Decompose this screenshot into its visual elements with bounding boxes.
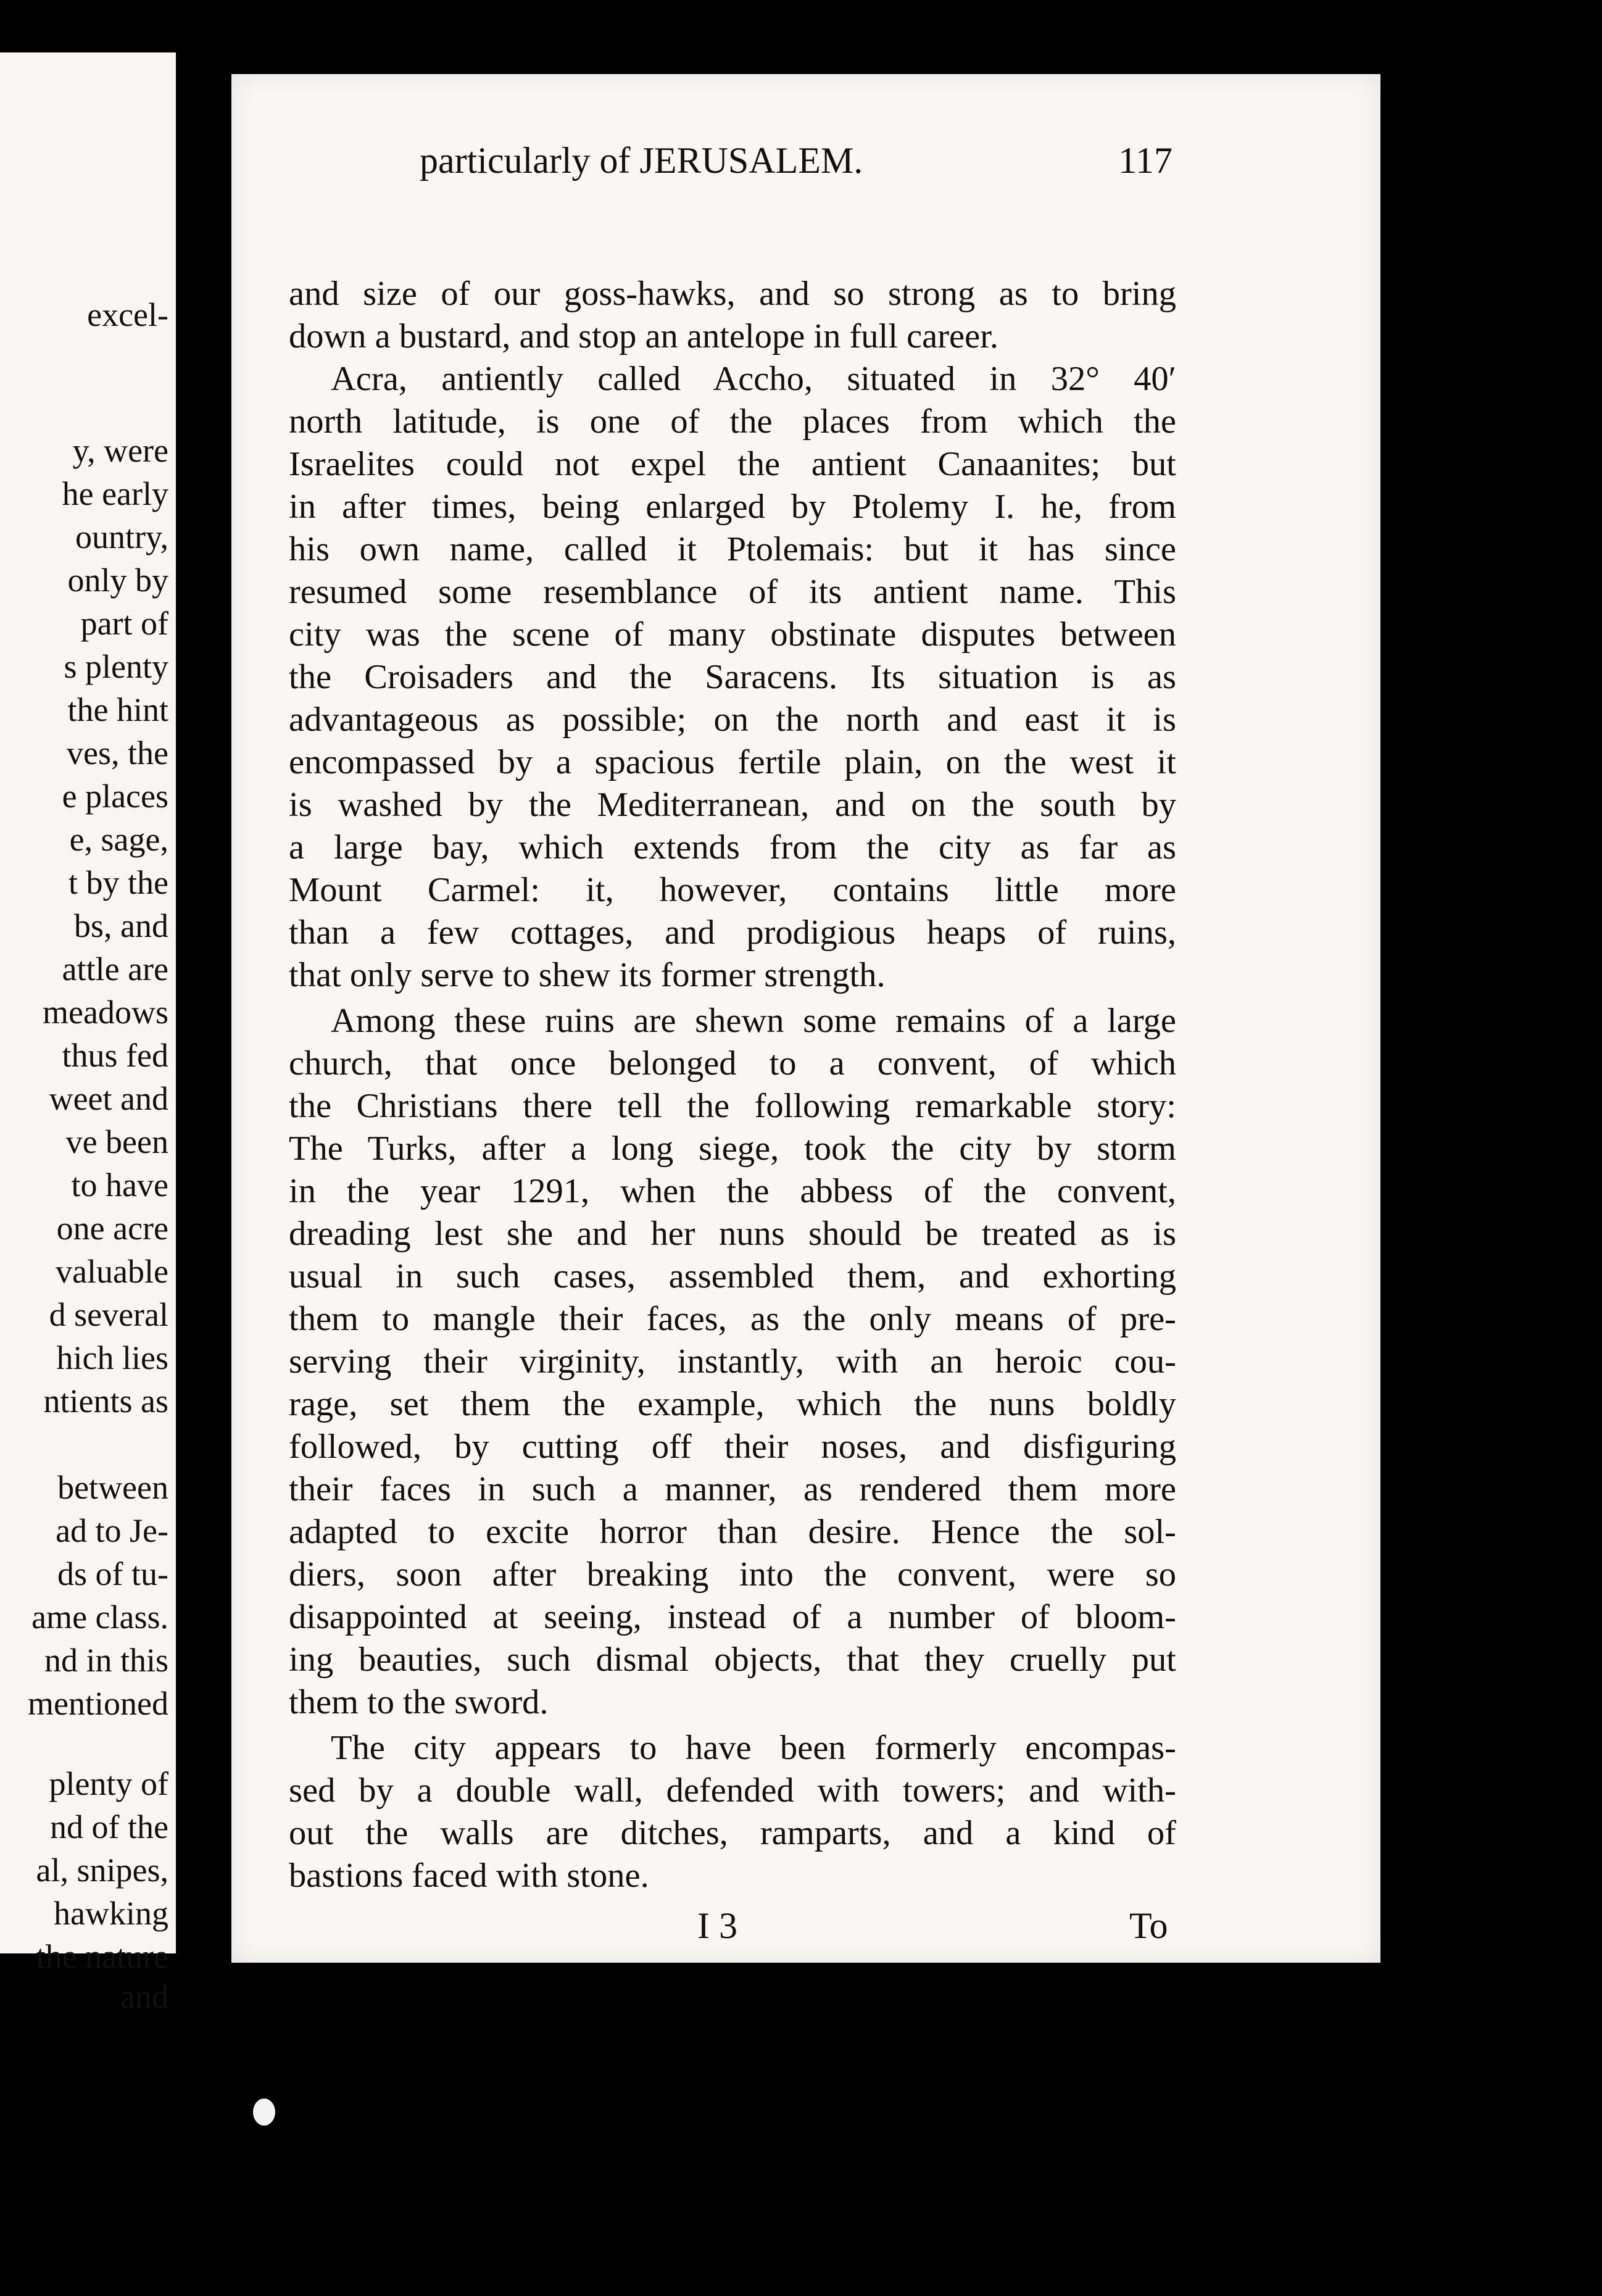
text-line: in the year 1291, when the abbess of the convent,: [289, 1172, 1176, 1210]
text-line: down a bustard, and stop an antelope in full career.: [289, 317, 999, 356]
text-line: adapted to excite horror than desire. Hence the sol-: [289, 1513, 1176, 1551]
text-line: The Turks, after a long siege, took the city by storm: [289, 1129, 1176, 1168]
facing-page-fragment: nd in this: [44, 1642, 168, 1679]
text-line: dreading lest she and her nuns should be treated as is: [289, 1215, 1176, 1253]
page-number: 117: [1118, 140, 1172, 181]
text-line: a large bay, which extends from the city as far as: [289, 828, 1176, 867]
text-line: Mount Carmel: it, however, contains little more: [289, 871, 1176, 909]
facing-page-fragment: ountry,: [75, 518, 168, 555]
facing-page-fragment: y, were: [72, 432, 168, 469]
text-line: disappointed at seeing, instead of a number of bloom-: [289, 1598, 1176, 1636]
facing-page-fragment: d several: [49, 1296, 168, 1333]
running-header: [185, 136, 1172, 185]
facing-page-fragment: attle are: [62, 950, 168, 988]
text-line: church, that once belonged to a convent, of which: [289, 1044, 1176, 1083]
facing-page-fragment: mentioned: [28, 1685, 168, 1722]
book-gutter: [176, 0, 231, 2296]
text-line: usual in such cases, assembled them, and exhorting: [289, 1257, 1176, 1296]
facing-page-fragment: one acre: [56, 1210, 168, 1247]
facing-page-fragment: hich lies: [56, 1339, 168, 1376]
text-line: followed, by cutting off their noses, and disfiguring: [289, 1428, 1176, 1466]
facing-page-fragment: weet and: [49, 1080, 168, 1117]
text-line: city was the scene of many obstinate disputes between: [289, 615, 1176, 654]
facing-page-fragment: part of: [80, 605, 168, 642]
text-line: The city appears to have been formerly encompas-: [331, 1729, 1176, 1767]
facing-page-fragment: t by the: [68, 864, 168, 901]
facing-page-fragment: excel-: [87, 296, 168, 333]
text-line: advantageous as possible; on the north and east it is: [289, 701, 1176, 739]
text-line: his own name, called it Ptolemais: but it has since: [289, 530, 1176, 568]
text-line: Among these ruins are shewn some remains of a large: [331, 1002, 1176, 1040]
catchword: To: [1129, 1905, 1168, 1946]
text-line: Israelites could not expel the antient Canaanites; but: [289, 445, 1176, 483]
facing-page-fragment: s plenty: [64, 648, 168, 685]
facing-page-fragment: the nature: [36, 1938, 168, 1975]
text-line: ing beauties, such dismal objects, that they cruelly put: [289, 1641, 1176, 1679]
facing-page-fragment: ad to Je-: [56, 1512, 168, 1549]
facing-page-fragment: only by: [67, 562, 168, 599]
text-line: and size of our goss-hawks, and so strong as to bring: [289, 275, 1176, 313]
facing-page-fragment: ves, the: [67, 734, 168, 772]
text-line: the Croisaders and the Saracens. Its situation is as: [289, 658, 1176, 696]
facing-page-fragment: hawking: [54, 1895, 168, 1932]
running-title: particularly of JERUSALEM.: [420, 140, 863, 181]
text-line: them to the sword.: [289, 1683, 549, 1721]
text-line: in after times, being enlarged by Ptolemy I. he, from: [289, 488, 1176, 526]
facing-page-fragment: plenty of: [49, 1765, 168, 1802]
facing-page-fragment: between: [57, 1469, 168, 1506]
text-line: their faces in such a manner, as rendered them more: [289, 1470, 1176, 1508]
text-line: serving their virginity, instantly, with an heroic cou-: [289, 1342, 1176, 1381]
facing-page-fragment: e, sage,: [69, 821, 168, 858]
facing-page-fragment: e places: [62, 778, 168, 815]
facing-page-fragment: and: [120, 1978, 168, 2015]
facing-page-fragment: thus fed: [62, 1037, 168, 1074]
facing-page-fragment: nd of the: [50, 1808, 168, 1845]
text-line: them to mangle their faces, as the only means of pre-: [289, 1300, 1176, 1338]
text-line: that only serve to shew its former strength.: [289, 956, 886, 994]
facing-page-fragment: meadows: [43, 994, 168, 1031]
text-line: Acra, antiently called Accho, situated in 32° 40′: [331, 360, 1176, 398]
facing-page-fragment: ntients as: [43, 1383, 168, 1420]
signature-mark: I 3: [697, 1905, 737, 1946]
facing-page-fragment: he early: [62, 475, 168, 512]
facing-page-edge: [0, 52, 176, 2015]
text-line: out the walls are ditches, ramparts, and a kind of: [289, 1814, 1176, 1852]
text-line: diers, soon after breaking into the convent, were so: [289, 1555, 1176, 1594]
text-line: rage, set them the example, which the nuns boldly: [289, 1385, 1176, 1423]
text-line: encompassed by a spacious fertile plain, on the west it: [289, 743, 1176, 781]
text-line: is washed by the Mediterranean, and on the south by: [289, 786, 1176, 824]
text-line: the Christians there tell the following remarkable story:: [289, 1087, 1176, 1125]
text-line: sed by a double wall, defended with towers; and with-: [289, 1771, 1176, 1810]
text-line: bastions faced with stone.: [289, 1857, 649, 1895]
facing-page-fragment: valuable: [56, 1253, 168, 1290]
text-line: than a few cottages, and prodigious heaps of ruins,: [289, 913, 1176, 952]
paper-spot: [253, 2098, 275, 2126]
facing-page-fragment: ame class.: [31, 1599, 168, 1636]
facing-page-fragment: al, snipes,: [36, 1852, 168, 1889]
text-line: resumed some resemblance of its antient name. This: [289, 573, 1176, 611]
facing-page-fragment: ds of tu-: [57, 1555, 168, 1592]
facing-page-fragment: to have: [71, 1167, 168, 1204]
facing-page-fragment: the hint: [67, 691, 168, 728]
text-line: north latitude, is one of the places from which the: [289, 402, 1176, 441]
facing-page-fragment: ve been: [65, 1123, 168, 1160]
facing-page-fragment: bs, and: [74, 907, 168, 944]
